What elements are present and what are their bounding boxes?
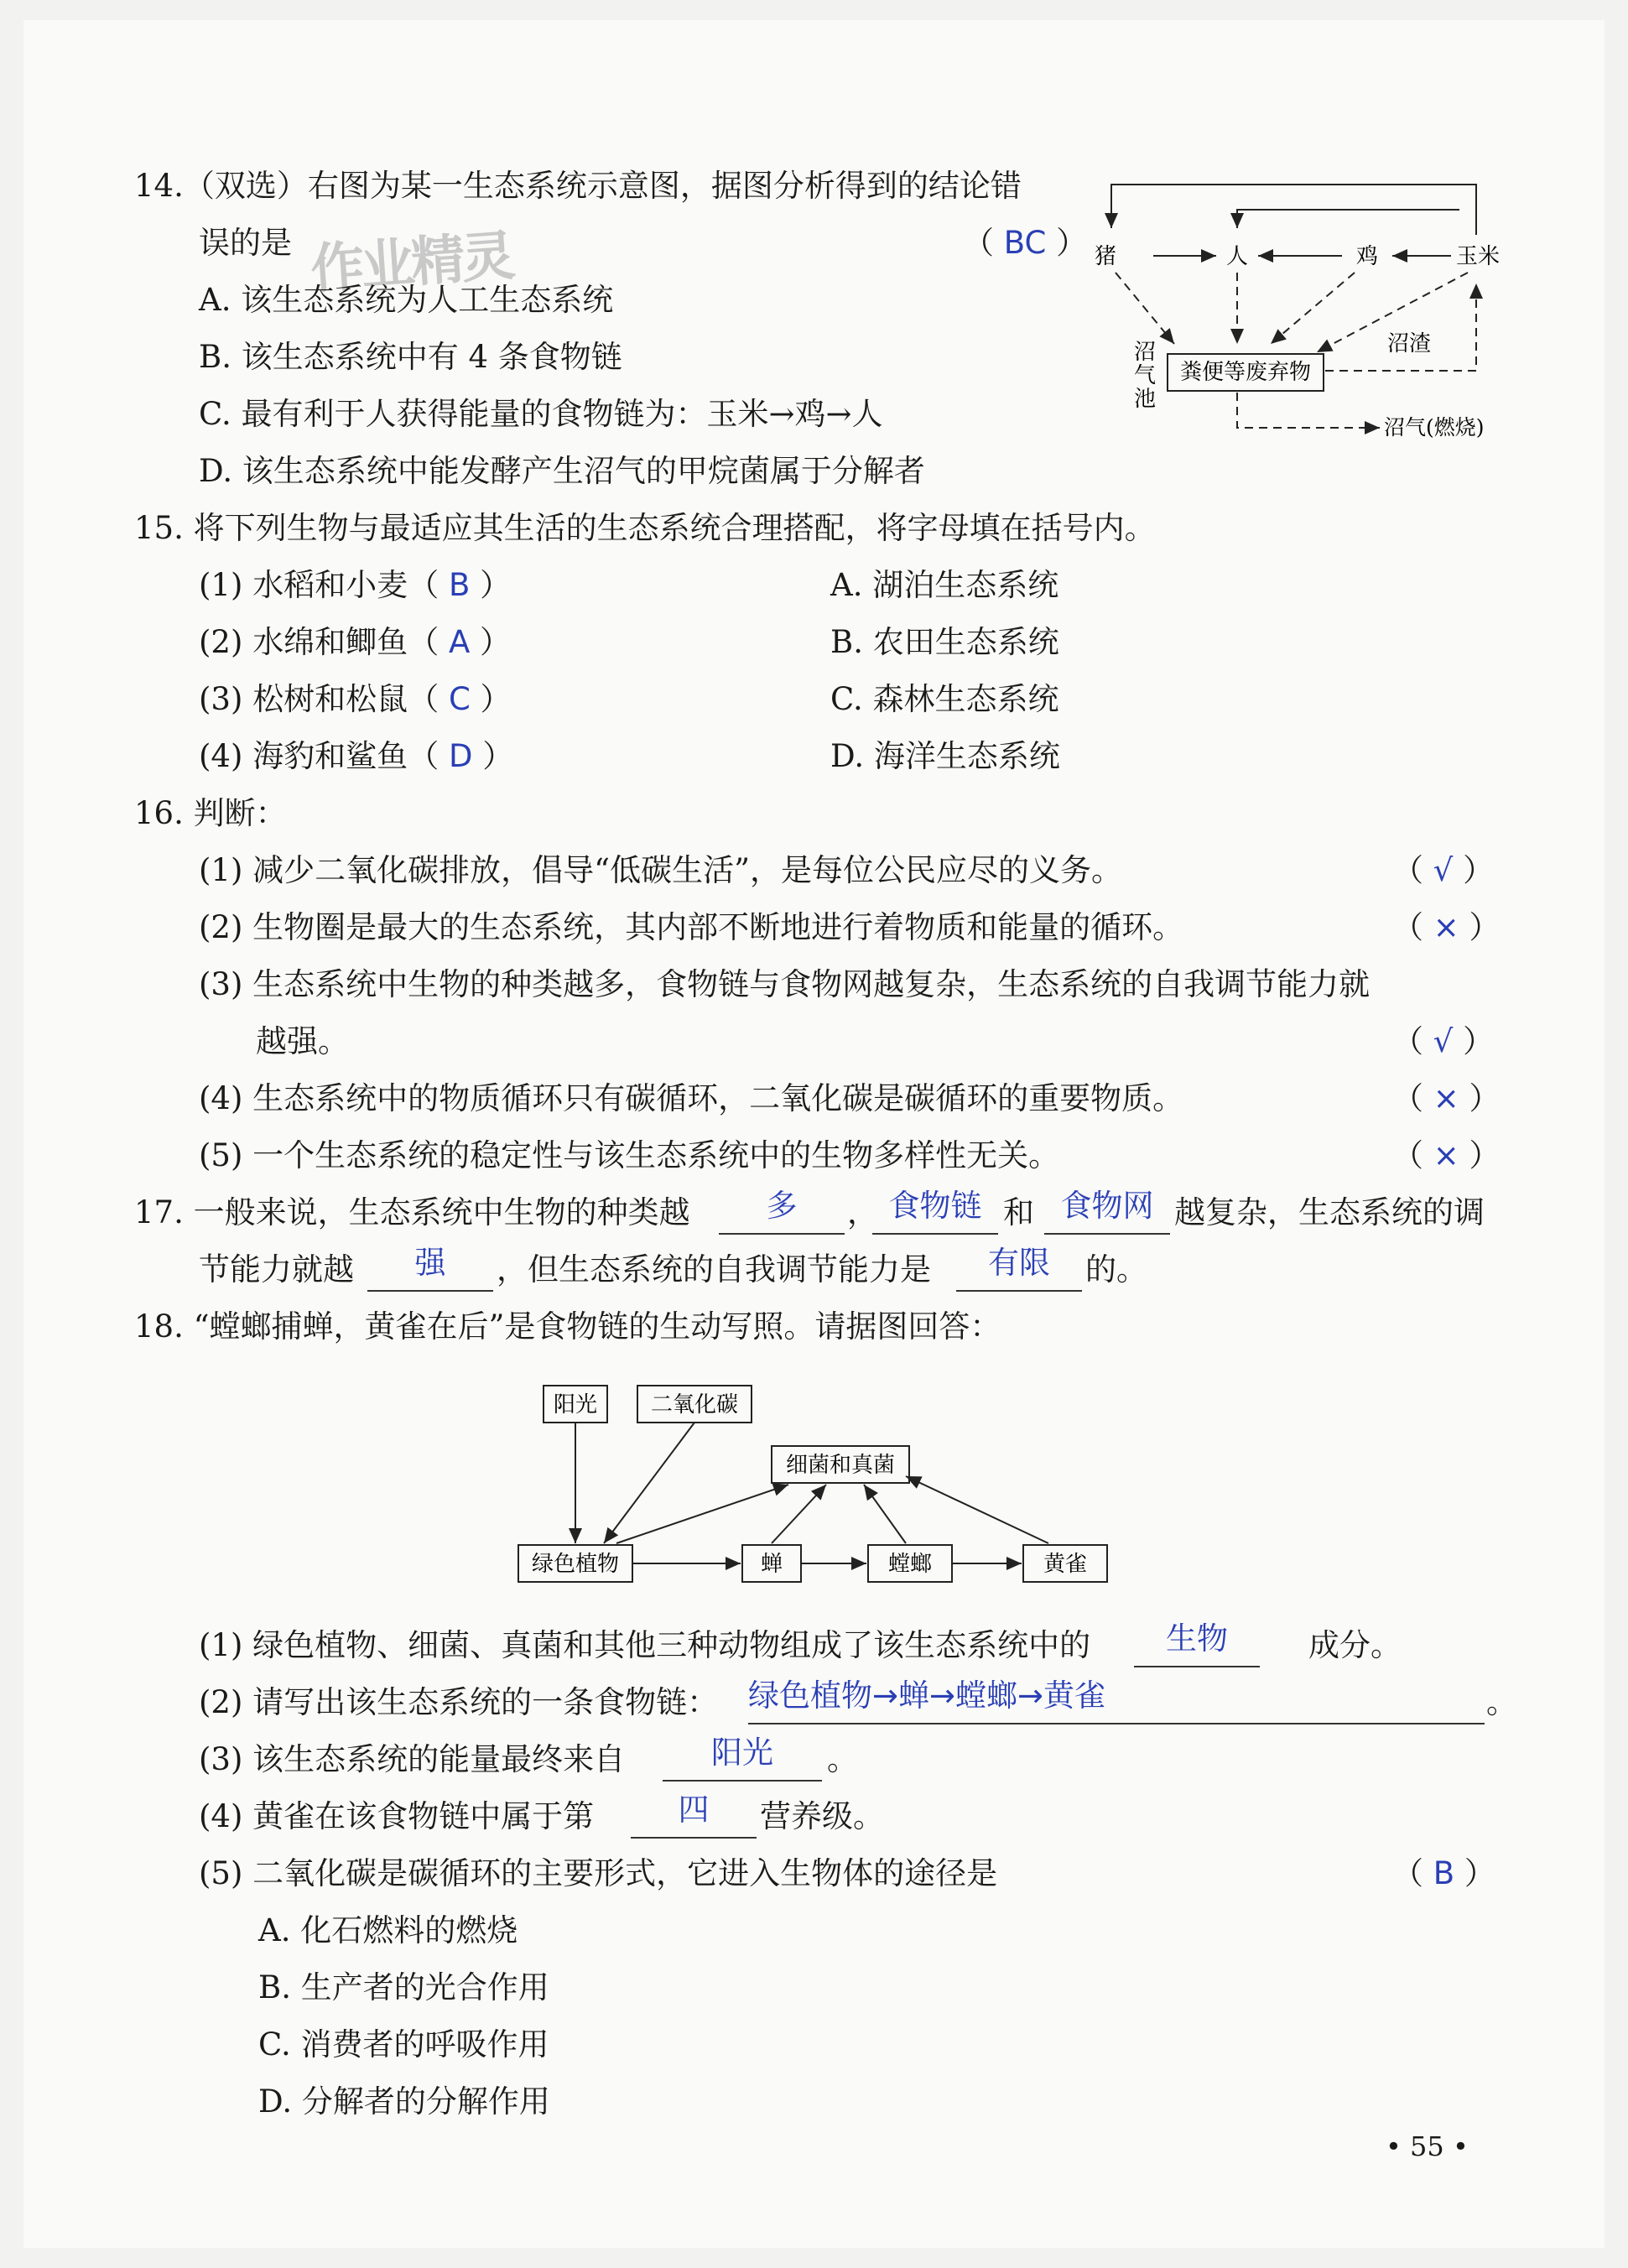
q18-sub4-post: 营养级。	[760, 1798, 884, 1834]
q18-sub4-blank	[631, 1837, 757, 1839]
q18-sub5-answer: B	[1433, 1855, 1455, 1891]
q15-item-2-answer: A	[448, 624, 471, 660]
q16-answer-2: （ × ）	[1392, 909, 1501, 945]
q14-stem-line1: 14.（双选）右图为某一生态系统示意图，据图分析得到的结论错	[134, 168, 1022, 204]
q16-answer-3: （ √ ）	[1392, 1023, 1495, 1059]
q18-sub1-pre: (1) 绿色植物、细菌、真菌和其他三种动物组成了该生态系统中的	[199, 1627, 1091, 1663]
q18-food-chain-diagram	[503, 1376, 1141, 1594]
q18-sub4-answer: 四	[678, 1792, 710, 1828]
q16-answer-2-mark: ×	[1433, 909, 1459, 945]
q16-answer-1: （ √ ）	[1392, 852, 1495, 888]
q15-item-2-text: 水绵和鲫鱼	[252, 624, 408, 660]
q14-stem-line2: 误的是	[199, 225, 292, 261]
q17-blank-5	[956, 1290, 1082, 1292]
q14-ecosystem-diagram	[1090, 176, 1527, 453]
q15-option-a: A. 湖泊生态系统	[830, 567, 1059, 603]
q18-sub4-pre: (4) 黄雀在该食物链中属于第	[199, 1798, 595, 1834]
diagram-pig: 猪	[1094, 244, 1117, 269]
diagram-corn: 玉米	[1455, 244, 1501, 269]
q17-answer-5: 有限	[988, 1245, 1050, 1281]
q16-answer-3-mark: √	[1433, 1023, 1454, 1059]
q17-part3: 和	[1003, 1194, 1034, 1230]
q16-item-5: (5) 一个生态系统的稳定性与该生态系统中的生物多样性无关。	[199, 1137, 1060, 1173]
q15-item-4: (4) 海豹和鲨鱼（ D ）	[199, 738, 514, 774]
q15-option-b: B. 农田生态系统	[830, 624, 1059, 660]
q18-option-c: C. 消费者的呼吸作用	[258, 2026, 549, 2063]
q15-item-2-num: (2)	[199, 624, 243, 660]
q16-item-2: (2) 生物圈是最大的生态系统，其内部不断地进行着物质和能量的循环。	[199, 909, 1184, 945]
q18-option-d: D. 分解者的分解作用	[258, 2083, 550, 2120]
diagram-biogas: 沼气(燃烧)	[1384, 415, 1485, 440]
q17-part4: 越复杂，生态系统的调	[1174, 1194, 1485, 1230]
q15-option-c: C. 森林生态系统	[830, 681, 1059, 717]
q15-item-2: (2) 水绵和鲫鱼（ A ）	[199, 624, 512, 660]
diagram-plant: 绿色植物	[531, 1552, 620, 1577]
q18-sub2-post: 。	[1486, 1684, 1517, 1720]
q15-item-4-num: (4)	[199, 738, 243, 774]
diagram-cicada: 蝉	[760, 1552, 783, 1577]
q18-sub5-bracket: （ B ）	[1392, 1855, 1495, 1891]
q17-part1: 17. 一般来说，生态系统中生物的种类越	[134, 1194, 690, 1230]
q17-answer-4: 强	[414, 1245, 446, 1281]
q16-answer-5-mark: ×	[1433, 1137, 1459, 1173]
q18-sub1-blank	[1134, 1666, 1260, 1667]
page-number: • 55 •	[1386, 2130, 1469, 2162]
q14-answer-bracket: （ BC ）	[963, 225, 1088, 261]
q18-stem: 18. “螳螂捕蝉，黄雀在后”是食物链的生动写照。请据图回答：	[134, 1308, 1001, 1345]
q17-part2: ，	[847, 1194, 878, 1230]
q14-answer: BC	[1003, 225, 1047, 261]
q16-item-3: (3) 生态系统中生物的种类越多，食物链与食物网越复杂，生态系统的自我调节能力就	[199, 966, 1371, 1002]
q17-answer-2: 食物链	[888, 1188, 982, 1224]
diagram-pool-3: 池	[1133, 387, 1157, 412]
q18-option-a: A. 化石燃料的燃烧	[258, 1912, 518, 1948]
q17-part7: 的。	[1085, 1251, 1147, 1287]
q16-item-3-cont: 越强。	[256, 1023, 349, 1059]
q14-option-a: A. 该生态系统为人工生态系统	[199, 282, 614, 318]
watermark: 作业精灵	[309, 225, 514, 302]
q18-sub3-pre: (3) 该生态系统的能量最终来自	[199, 1741, 626, 1777]
q15-item-3-answer: C	[448, 681, 471, 717]
diagram-waste: 粪便等废弃物	[1179, 360, 1312, 385]
q15-item-4-answer: D	[448, 738, 473, 774]
diagram-chicken: 鸡	[1355, 244, 1379, 269]
diagram-decomposers: 细菌和真菌	[785, 1453, 896, 1478]
q18-sub2-answer: 绿色植物→蝉→螳螂→黄雀	[748, 1678, 1106, 1714]
q17-blank-2	[872, 1233, 998, 1235]
q17-blank-1	[719, 1233, 845, 1235]
q16-stem: 16. 判断：	[134, 795, 287, 831]
q15-item-4-text: 海豹和鲨鱼	[252, 738, 408, 774]
q18-sub3-answer: 阳光	[711, 1735, 773, 1771]
diagram-sun: 阳光	[553, 1392, 598, 1418]
diagram-pool-2: 气	[1133, 363, 1157, 388]
q16-answer-4-mark: ×	[1433, 1080, 1459, 1116]
q18-sub1-answer: 生物	[1166, 1620, 1228, 1657]
diagram-human: 人	[1225, 244, 1249, 269]
q17-answer-1: 多	[766, 1188, 798, 1224]
q17-answer-3: 食物网	[1060, 1188, 1154, 1224]
q15-item-3-num: (3)	[199, 681, 243, 717]
q15-option-d: D. 海洋生态系统	[830, 738, 1060, 774]
q18-sub1-post: 成分。	[1308, 1627, 1402, 1663]
q18-sub3-blank	[663, 1780, 822, 1782]
diagram-mantis: 螳螂	[887, 1552, 933, 1577]
q15-item-3: (3) 松树和松鼠（ C ）	[199, 681, 512, 717]
q16-answer-5: （ × ）	[1392, 1137, 1501, 1173]
q17-blank-3	[1044, 1233, 1170, 1235]
q14-option-d: D. 该生态系统中能发酵产生沼气的甲烷菌属于分解者	[199, 453, 925, 489]
diagram-residue: 沼渣	[1386, 331, 1432, 356]
q16-item-4: (4) 生态系统中的物质循环只有碳循环，二氧化碳是碳循环的重要物质。	[199, 1080, 1184, 1116]
q17-blank-4	[367, 1290, 493, 1292]
q17-part5: 节能力就越	[199, 1251, 354, 1287]
q16-answer-1-mark: √	[1433, 852, 1454, 888]
q14-option-b: B. 该生态系统中有 4 条食物链	[199, 339, 622, 375]
q15-item-1-text: 水稻和小麦	[252, 567, 408, 603]
q17-part6: ，但生态系统的自我调节能力是	[497, 1251, 931, 1287]
q15-stem: 15. 将下列生物与最适应其生活的生态系统合理搭配，将字母填在括号内。	[134, 510, 1156, 546]
q18-sub5: (5) 二氧化碳是碳循环的主要形式，它进入生物体的途径是	[199, 1855, 998, 1891]
q15-item-1-num: (1)	[199, 567, 243, 603]
q16-answer-4: （ × ）	[1392, 1080, 1501, 1116]
q15-item-1-answer: B	[448, 567, 471, 603]
q15-item-3-text: 松树和松鼠	[252, 681, 408, 717]
diagram-co2: 二氧化碳	[650, 1392, 739, 1418]
q14-option-c: C. 最有利于人获得能量的食物链为：玉米→鸡→人	[199, 396, 883, 432]
q18-option-b: B. 生产者的光合作用	[258, 1969, 549, 2005]
diagram-pool-1: 沼	[1133, 340, 1157, 365]
q18-sub2-blank	[748, 1723, 1485, 1724]
diagram-bird: 黄雀	[1043, 1552, 1088, 1577]
q18-sub2-pre: (2) 请写出该生态系统的一条食物链：	[199, 1684, 719, 1720]
q15-item-1: (1) 水稻和小麦（ B ）	[199, 567, 512, 603]
q16-item-1: (1) 减少二氧化碳排放，倡导“低碳生活”，是每位公民应尽的义务。	[199, 852, 1123, 888]
q18-sub3-post: 。	[827, 1741, 858, 1777]
